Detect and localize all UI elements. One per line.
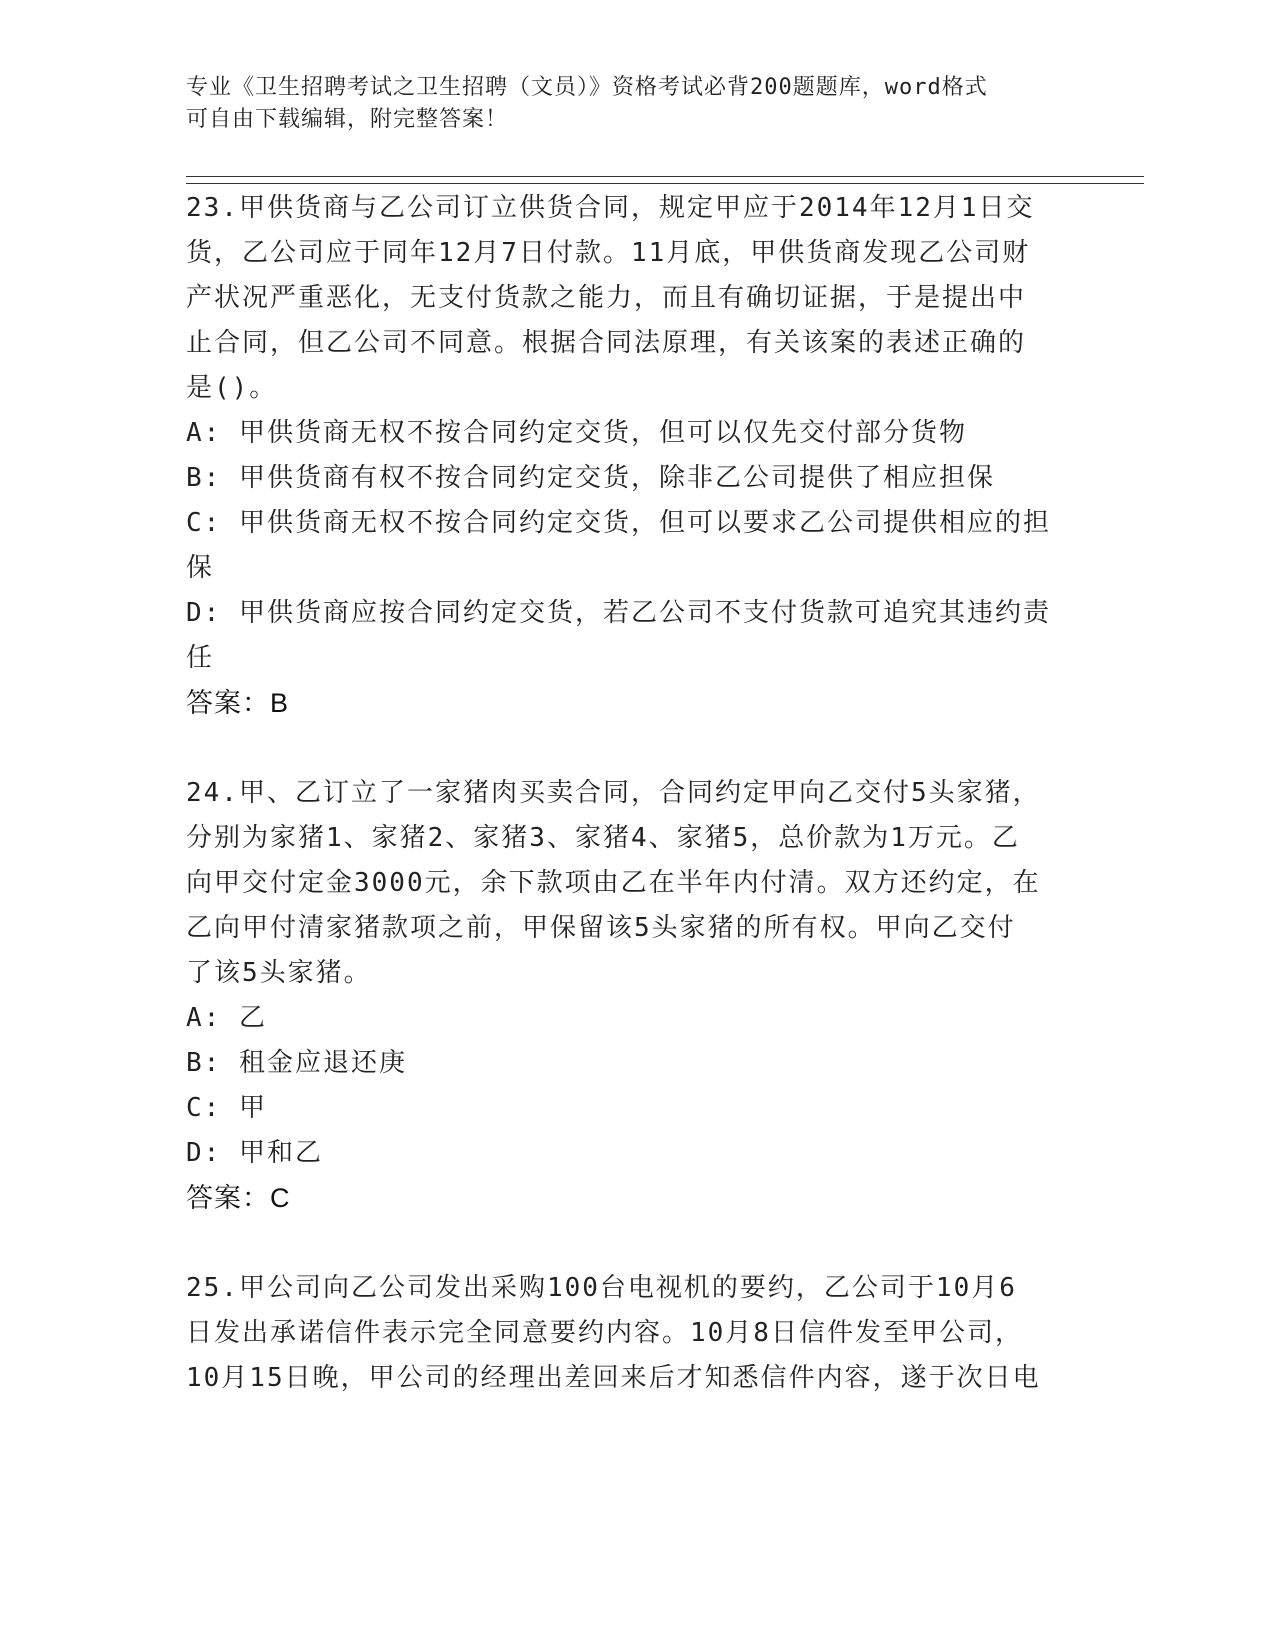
question-stem-line: 货，乙公司应于同年12月7日付款。11月底，甲供货商发现乙公司财	[186, 238, 1031, 268]
question-list	[186, 186, 1076, 1401]
question-stem-line: 分别为家猪1、家猪2、家猪3、家猪4、家猪5，总价款为1万元。乙	[186, 823, 1020, 853]
question-stem-line: 10月15日晚，甲公司的经理出差回来后才知悉信件内容，遂于次日电	[186, 1363, 1041, 1393]
question-stem-line: 产状况严重恶化，无支付货款之能力，而且有确切证据，于是提出中	[186, 283, 1027, 313]
question-23	[186, 186, 1076, 726]
question-stem-line: 乙向甲付清家猪款项之前，甲保留该5头家猪的所有权。甲向乙交付	[186, 913, 1016, 943]
question-stem-line: 25.甲公司向乙公司发出采购100台电视机的要约，乙公司于10月6	[186, 1273, 1017, 1303]
question-stem-line: 23.甲供货商与乙公司订立供货合同，规定甲应于2014年12月1日交	[186, 193, 1035, 223]
header-divider-top	[186, 176, 1144, 177]
answer-label: 答案：C	[186, 1183, 291, 1213]
question-spacer	[186, 1221, 1076, 1266]
question-stem-line: 日发出承诺信件表示完全同意要约内容。10月8日信件发至甲公司，	[186, 1318, 1023, 1348]
option-b: B: 甲供货商有权不按合同约定交货，除非乙公司提供了相应担保	[186, 463, 995, 493]
option-a: A: 乙	[186, 1003, 267, 1033]
header-line-1: 专业《卫生招聘考试之卫生招聘（文员）》资格考试必背200题题库，word格式	[186, 75, 988, 100]
question-stem-line: 24.甲、乙订立了一家猪肉买卖合同，合同约定甲向乙交付5头家猪，	[186, 778, 1041, 808]
option-d-continued: 任	[186, 643, 215, 673]
option-d: D: 甲供货商应按合同约定交货，若乙公司不支付货款可追究其违约责	[186, 598, 1051, 628]
answer-label: 答案：B	[186, 688, 290, 718]
option-a: A: 甲供货商无权不按合同约定交货，但可以仅先交付部分货物	[186, 418, 967, 448]
option-c: C: 甲	[186, 1093, 267, 1123]
option-b: B: 租金应退还庚	[186, 1048, 407, 1078]
question-stem-line: 向甲交付定金3000元，余下款项由乙在半年内付清。双方还约定，在	[186, 868, 1041, 898]
question-stem-line: 了该5头家猪。	[186, 958, 372, 988]
question-stem-line: 是()。	[186, 373, 278, 403]
header-line-2: 可自由下载编辑，附完整答案！	[186, 107, 509, 132]
question-25	[186, 1266, 1076, 1401]
option-d: D: 甲和乙	[186, 1138, 323, 1168]
document-header	[186, 72, 1066, 136]
question-stem-line: 止合同，但乙公司不同意。根据合同法原理，有关该案的表述正确的	[186, 328, 1027, 358]
option-c: C: 甲供货商无权不按合同约定交货，但可以要求乙公司提供相应的担	[186, 508, 1051, 538]
header-divider-bottom	[186, 183, 1144, 184]
option-c-continued: 保	[186, 553, 215, 583]
question-spacer	[186, 726, 1076, 771]
question-24	[186, 771, 1076, 1221]
